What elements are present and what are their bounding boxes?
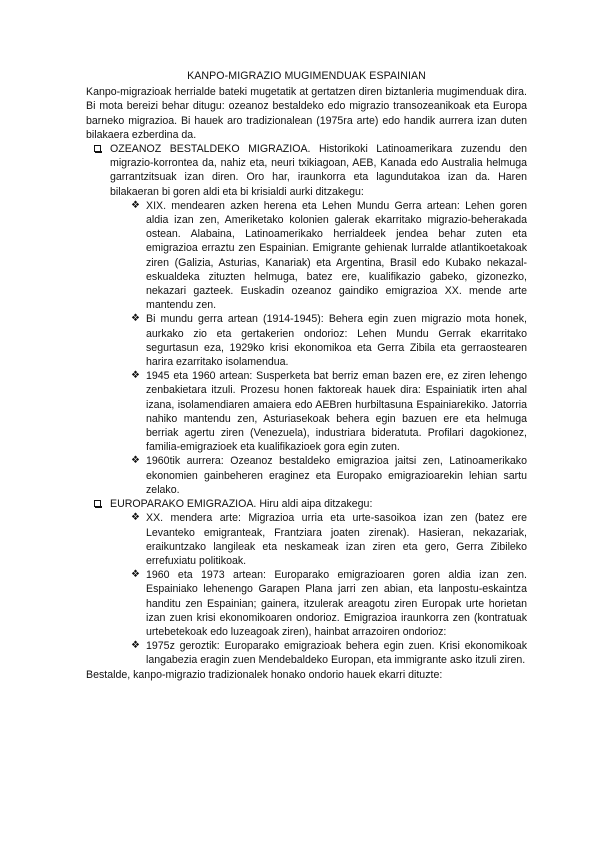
section-item-list xyxy=(110,511,527,667)
list-item xyxy=(131,199,527,313)
checkbox-square-icon xyxy=(94,500,101,507)
diamond-bullet-icon: ❖ xyxy=(131,313,140,325)
diamond-bullet-icon: ❖ xyxy=(131,370,140,382)
list-item-text: 1975z geroztik: Europarako emigrazioak behera egin zuen. Krisi ekonomikoak langabezia eragin zuen Mendebaldeko Europan, eta immigrante asko itzuli ziren. xyxy=(146,640,527,667)
section-heading-wrap xyxy=(110,497,527,511)
list-item-text: 1960tik aurrera: Ozeanoz bestaldeko emigrazioa jaitsi zen, Latinoamerikako ekonomien gainbeheren eraginez eta Europako emigrazioarekin lehian sartu zelako. xyxy=(146,455,527,496)
section-item-list xyxy=(110,199,527,497)
list-item xyxy=(131,312,527,369)
section-heading-wrap xyxy=(110,142,527,199)
list-item xyxy=(131,639,527,667)
diamond-bullet-icon: ❖ xyxy=(131,640,140,652)
diamond-bullet-icon: ❖ xyxy=(131,455,140,467)
list-item-text: 1960 eta 1973 artean: Europarako emigrazioaren goren aldia izan zen. Espainiako lehenengo Garapen Plana jarri zen abian, eta lanpostu-eskaintza handitu zen Espainian; gainera, itzulerak areagotu ziren Europak urte horietan izan zuen krisi ekonomikoaren ondorioz. Emigrazioa iraunkorra zen (kontratuak urtebetekoak edo luzeagoak ziren), hainbat arrazoiren ondorioz: xyxy=(146,569,527,638)
diamond-bullet-icon: ❖ xyxy=(131,569,140,581)
list-item-text: Bi mundu gerra artean (1914-1945): Behera egin zuen migrazio mota honek, aurkako zio eta gertakerien ondorioz: Lehen Mundu Gerrak ekarritako segurtasun eza, 1929ko krisi ekonomikoa eta Gerra Zibila eta gerraostearen harira ezarritako isolamendua. xyxy=(146,313,527,369)
list-item xyxy=(131,369,527,454)
section-heading: OZEANOZ BESTALDEKO MIGRAZIOA. Historikoki Latinoamerikara zuzendu den migrazio-korrontea da, nahiz eta, neuri txikiagoan, AEB, Kanada edo Australia helmuga garrantzitsuak izan diren. Oro har, iraunkorra eta lagundutakoa izan da. Haren bilakaeran bi goren aldi eta bi krisialdi aurki ditzakegu: xyxy=(110,143,527,198)
section-ozeanoz xyxy=(88,142,527,497)
list-item-text: 1945 eta 1960 artean: Susperketa bat berriz eman bazen ere, ez ziren lehengo zenbakietara itzuli. Prozesu honen faktoreak hauek dira: Espainiatik irten ahal izana, isolamendiaren amaiera edo AEBren hurbiltasuna Espainiarekiko. Jatorria nahiko mantendu zen, Asturiasekoak behera egin bazuen ere eta helmuga berriak agertu ziren (Venezuela), industriara bideratuta. Profilari dagokionez, familia-emigrazioek eta kualifikazioek gora egin zuten. xyxy=(146,370,527,454)
list-item xyxy=(131,511,527,568)
diamond-bullet-icon: ❖ xyxy=(131,512,140,524)
closing-paragraph: Bestalde, kanpo-migrazio tradizionalek honako ondorio hauek ekarri dituzte: xyxy=(86,668,443,681)
section-europarako xyxy=(88,497,527,667)
checkbox-square-icon xyxy=(94,145,101,152)
intro-paragraph: Kanpo-migrazioak herrialde bateki mugetatik at gertatzen diren biztanleria mugimenduak dira. Bi mota bereizi behar ditugu: ozeanoz bestaldeko edo migrazio transozeanikoak eta Europa barneko migrazioa. Bi hauek aro tradizionalean (1975ra arte) edo handik aurrera izan duten bilakaera ezberdina da. xyxy=(86,86,527,141)
section-heading: EUROPARAKO EMIGRAZIOA. Hiru aldi aipa ditzakegu: xyxy=(110,498,373,511)
diamond-bullet-icon: ❖ xyxy=(131,199,140,211)
list-item-text: XX. mendera arte: Migrazioa urria eta urte-sasoikoa izan zen (batez ere Levanteko emigranteak, Frantziara joaten zirenak). Hasieran, nekazariak, eraikuntzako langileak eta neskameak izan ziren eta gero, Gerra Zibileko errefuxiatu politikoak. xyxy=(146,512,527,567)
list-item xyxy=(131,454,527,497)
list-item xyxy=(131,568,527,639)
document-title: KANPO-MIGRAZIO MUGIMENDUAK ESPAINIAN xyxy=(187,70,426,82)
list-item-text: XIX. mendearen azken herena eta Lehen Mundu Gerra artean: Lehen goren aldia izan zen, Ameriketako kolonien galerak ekarritako migrazio-beherakada ostean. Alabaina, Latinoamerikako herrialdeek jendea behar zuten eta emigrazioa erraztu zen Espainian. Emigrante gehienak lurralde atlantikoetakoak ziren (Galizia, Asturias, Kanariak) eta Argentina, Brasil edo Kubako nekazal-eskualdeka zituzten helmuga, batez ere, kualifikazio gabeko, gizonezko, nekazari gazteek. Euskadin ozeanoz gaindiko emigrazioa XX. mende arte mantendu zen. xyxy=(146,199,527,312)
